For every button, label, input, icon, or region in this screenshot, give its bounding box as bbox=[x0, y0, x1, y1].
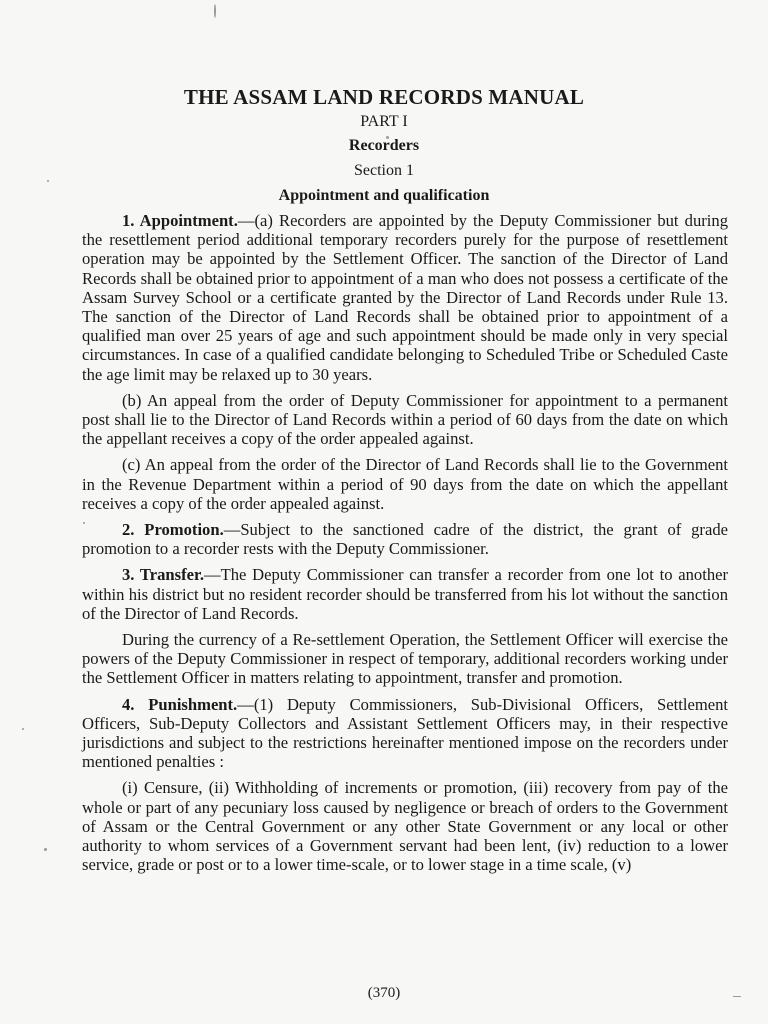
scan-mark bbox=[47, 180, 49, 182]
paragraph-text: (b) An appeal from the order of Deputy Commissioner for appointment to a permanent post shall lie to the Director of Land Records within a period of 60 days from the date on which the appellant receives a copy of the order appealed against. bbox=[82, 390, 728, 449]
paragraph bbox=[82, 520, 728, 558]
paragraph bbox=[82, 455, 728, 513]
paragraph-heading: 2. Promotion. bbox=[122, 520, 224, 540]
paragraph-text: (i) Censure, (ii) Withholding of increments or promotion, (iii) recovery from pay of the whole or part of any pecuniary loss caused by negligence or breach of orders to the Government of Assam or the Central Government or any other State Government or any local or other authority to whom services of a Government servant had been lent, (iv) reduction to a lower service, grade or post or to a lower time-scale, or to lower stage in a time scale, (v) bbox=[82, 778, 728, 875]
paragraph-text: —Subject to the sanctioned cadre of the district, the grant of grade promotion to a recorder rests with the Deputy Commissioner. bbox=[82, 520, 728, 559]
paragraph-text: During the currency of a Re-settlement Operation, the Settlement Officer will exercise the powers of the Deputy Commissioner in respect of temporary, additional recorders working under the Settlement Officer in matters relating to appointment, transfer and promotion. bbox=[82, 630, 728, 688]
paragraph-text: —The Deputy Commissioner can transfer a recorder from one lot to another within his district but no resident recorder should be transferred from his lot without the sanction of the Director of Land Records. bbox=[82, 565, 729, 623]
paragraph bbox=[82, 211, 728, 384]
part-label: PART I bbox=[360, 113, 408, 130]
scan-mark bbox=[22, 728, 24, 730]
paragraph-heading: 1. Appointment. bbox=[122, 211, 238, 230]
document-body bbox=[82, 211, 728, 882]
paragraph bbox=[82, 778, 728, 874]
section-label: Section 1 bbox=[354, 162, 414, 179]
paragraph bbox=[82, 391, 728, 449]
paragraph bbox=[82, 565, 728, 623]
scan-mark bbox=[214, 4, 216, 18]
page-number: (370) bbox=[367, 985, 401, 1001]
section-heading: Appointment and qualification bbox=[278, 187, 490, 204]
paragraph-text: —(a) Recorders are appointed by the Deputy Commissioner but during the resettlement period additional temporary recorders purely for the purpose of resettlement operation may be appointed by the Settlement Officer. The sanction of the Director of Land Records shall be obtained prior to appointment of a man who does not possess a certificate of the Assam Survey School or a certificate granted by the Director of Land Records under Rule 13. The sanction of the Director of Land Records shall be obtained prior to appointment of a qualified man over 25 years of age and such appointment should be made only in very special circumstances. In case of a qualified candidate belonging to Scheduled Tribe or Scheduled Caste the age limit may be relaxed up to 30 years. bbox=[82, 211, 728, 384]
paragraph bbox=[82, 630, 728, 688]
paragraph-heading: 3. Transfer. bbox=[122, 565, 204, 585]
paragraph-heading: 4. Punishment. bbox=[122, 694, 238, 714]
paragraph-text: (c) An appeal from the order of the Director of Land Records shall lie to the Government in the Revenue Department within a period of 90 days from the date on which the appellant receives a copy of the order appealed against. bbox=[82, 455, 728, 513]
chapter-heading: Recorders bbox=[348, 137, 420, 154]
paragraph bbox=[82, 695, 728, 772]
scan-mark bbox=[44, 848, 47, 851]
paragraph-text: —(1) Deputy Commissioners, Sub-Divisional Officers, Settlement Officers, Sub-Deputy Collectors and Assistant Settlement Officers may, in their respective jurisdictions and subject to the restrictions hereinafter mentioned impose on the recorders under mentioned penalties : bbox=[82, 694, 728, 772]
document-title: THE ASSAM LAND RECORDS MANUAL bbox=[183, 85, 585, 109]
